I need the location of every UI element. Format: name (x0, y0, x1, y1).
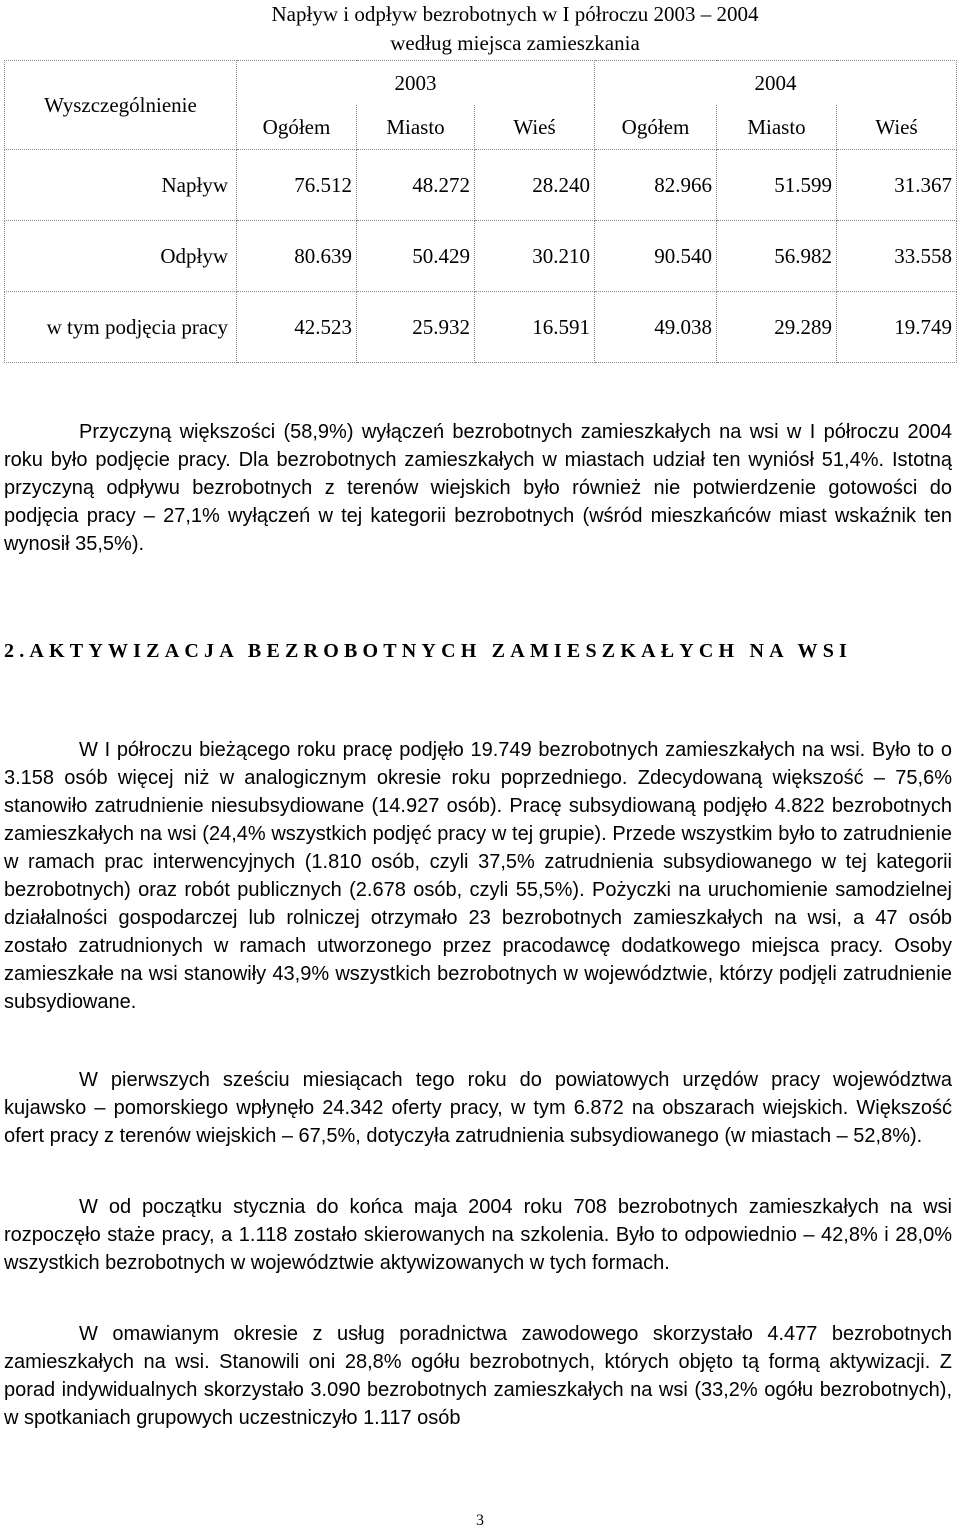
table-cell: 50.429 (357, 221, 475, 292)
paragraph-text: W omawianym okresie z usług poradnictwa zawodowego skorzystało 4.477 bezrobotnych zamieszkałych na wsi. Stanowili oni 28,8% ogółu bezrobotnych, których objęto tą formą aktywizacji. Z porad indywidualnych skorzystało 3.090 bezrobotnych zamieszkałych na wsi (33,2% ogółu bezrobotnych), w spotkaniach grupowych uczestniczyło 1.117 osób (4, 1323, 952, 1429)
page-number: 3 (476, 1512, 484, 1529)
subcol-header: Miasto (717, 105, 837, 150)
table-cell: 90.540 (595, 221, 717, 292)
table-cell: 31.367 (837, 150, 957, 221)
table-cell: 28.240 (475, 150, 595, 221)
table-title (0, 0, 960, 58)
subcol-header: Wieś (837, 105, 957, 150)
table-cell: 80.639 (237, 221, 357, 292)
table-cell: 42.523 (237, 292, 357, 363)
table-cell: 56.982 (717, 221, 837, 292)
header-year-2003: 2003 (237, 61, 595, 106)
row-label: Odpływ (5, 221, 237, 292)
paragraph-4 (4, 1193, 952, 1277)
table-cell: 16.591 (475, 292, 595, 363)
table-title-line-2: według miejsca zamieszkania (390, 31, 640, 55)
paragraph-text: W od początku stycznia do końca maja 2004 roku 708 bezrobotnych zamieszkałych na wsi rozpoczęło staże pracy, a 1.118 zostało skierowanych na szkolenia. Było to odpowiednio – 42,8% i 28,0% wszystkich bezrobotnych w województwie aktywizowanych w tych formach. (4, 1196, 952, 1274)
table-row (5, 150, 957, 221)
paragraph-text: Przyczyną większości (58,9%) wyłączeń bezrobotnych zamieszkałych na wsi w I półroczu 2004 roku było podjęcie pracy. Dla bezrobotnych zamieszkałych w miastach udział ten wyniósł 51,4%. Istotną przyczyną odpływu bezrobotnych z terenów wiejskich było również nie potwierdzenie gotowości do podjęcia pracy – 27,1% wyłączeń w tej kategorii bezrobotnych (wśród mieszkańców miast wskaźnik ten wynosił 35,5%). (4, 421, 952, 555)
subcol-header: Miasto (357, 105, 475, 150)
table-cell: 76.512 (237, 150, 357, 221)
table-title-line-1: Napływ i odpływ bezrobotnych w I półroczu 2003 – 2004 (271, 2, 759, 26)
table-cell: 48.272 (357, 150, 475, 221)
table-cell: 33.558 (837, 221, 957, 292)
paragraph-text: W pierwszych sześciu miesiącach tego roku do powiatowych urzędów pracy województwa kujawsko – pomorskiego wpłynęło 24.342 oferty pracy, w tym 6.872 na obszarach wiejskich. Większość ofert pracy z terenów wiejskich – 67,5%, dotyczyła zatrudnienia subsydiowanego (w miastach – 52,8%). (4, 1069, 952, 1147)
table-row (5, 221, 957, 292)
table-cell: 82.966 (595, 150, 717, 221)
row-label: w tym podjęcia pracy (5, 292, 237, 363)
paragraph-1 (4, 418, 952, 558)
subcol-header: Ogółem (237, 105, 357, 150)
table-row (5, 292, 957, 363)
header-year-2004: 2004 (595, 61, 957, 106)
row-label: Napływ (5, 150, 237, 221)
paragraph-text: W I półroczu bieżącego roku pracę podjęło 19.749 bezrobotnych zamieszkałych na wsi. Było to o 3.158 osób więcej niż w analogicznym okresie roku poprzedniego. Zdecydowaną większość – 75,6% stanowiło zatrudnienie niesubsydiowane (14.927 osób). Pracę subsydiowaną podjęło 4.822 bezrobotnych zamieszkałych na wsi (24,4% wszystkich podjęć pracy w tej grupie). Przede wszystkim było to zatrudnienie w ramach prac interwencyjnych (1.810 osób, czyli 37,5% zatrudnienia subsydiowanego w tej kategorii bezrobotnych) oraz robót publicznych (2.678 osób, czyli 55,5%). Pożyczki na uruchomienie samodzielnej działalności gospodarczej lub rolniczej otrzymało 23 bezrobotnych zamieszkałych na wsi, a 47 osób zostało zatrudnionych w ramach utworzonego przez pracodawcę dodatkowego miejsca pracy. Osoby zamieszkałe na wsi stanowiły 43,9% wszystkich bezrobotnych w województwie, którzy podjęli zatrudnienie subsydiowane. (4, 739, 952, 1013)
table-cell: 29.289 (717, 292, 837, 363)
paragraph-2 (4, 736, 952, 1016)
table-header-row-years (5, 61, 957, 106)
paragraph-3 (4, 1066, 952, 1150)
subcol-header: Ogółem (595, 105, 717, 150)
subcol-header: Wieś (475, 105, 595, 150)
table-cell: 25.932 (357, 292, 475, 363)
section-heading: 2.AKTYWIZACJA BEZROBOTNYCH ZAMIESZKAŁYCH NA WSI (4, 640, 853, 662)
header-label-cell: Wyszczególnienie (5, 61, 237, 150)
table-cell: 49.038 (595, 292, 717, 363)
table-cell: 51.599 (717, 150, 837, 221)
paragraph-5 (4, 1320, 952, 1432)
table-cell: 30.210 (475, 221, 595, 292)
unemployment-flow-table (4, 60, 957, 363)
table-cell: 19.749 (837, 292, 957, 363)
